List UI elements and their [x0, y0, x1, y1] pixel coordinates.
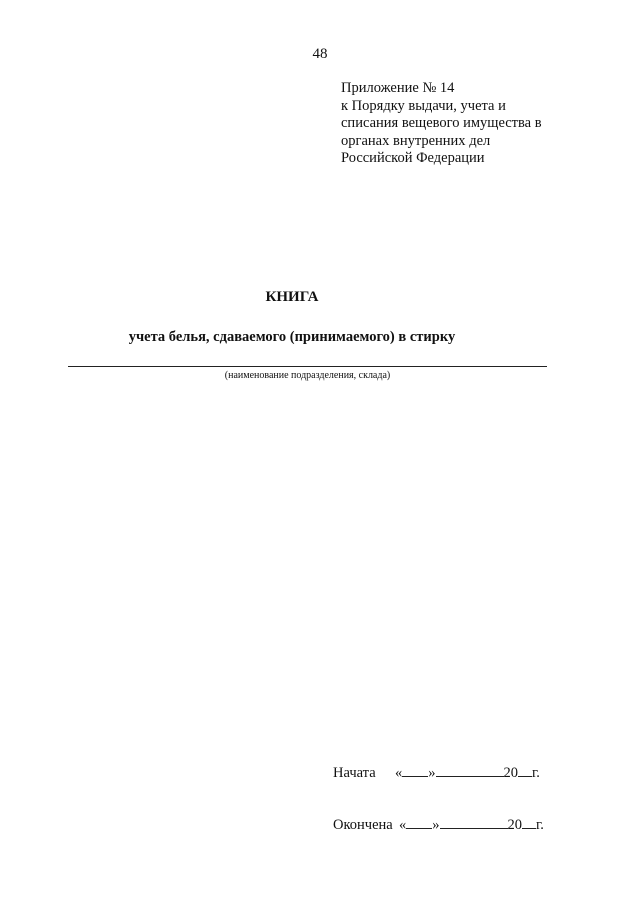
year-blank [518, 764, 532, 777]
appendix-word: учета [460, 97, 495, 114]
appendix-line-2 [341, 115, 568, 133]
appendix-word: имущества [463, 115, 532, 131]
appendix-block [341, 80, 568, 168]
year-blank [522, 816, 536, 829]
day-blank [402, 764, 428, 777]
year-suffix: г. [536, 817, 544, 833]
appendix-word: выдачи, [408, 97, 457, 114]
month-blank [436, 764, 504, 777]
unit-name-line [68, 366, 547, 367]
close-quote: » [432, 817, 440, 833]
appendix-word: дел [469, 132, 491, 149]
appendix-word: списания [341, 115, 399, 131]
appendix-line-3 [341, 133, 568, 151]
month-blank [440, 816, 508, 829]
appendix-word: внутренних [392, 132, 466, 149]
appendix-word: вещевого [401, 115, 460, 131]
close-quote: » [428, 765, 436, 781]
appendix-word: Порядку [351, 97, 405, 114]
day-blank [406, 816, 432, 829]
appendix-line-1 [341, 98, 568, 116]
end-date-row [333, 816, 544, 834]
appendix-word: органах [341, 132, 390, 149]
unit-name-caption: (наименование подразделения, склада) [224, 370, 391, 381]
appendix-line-4: Российской Федерации [341, 150, 485, 166]
appendix-word: в [534, 115, 542, 131]
appendix-title: Приложение № 14 [341, 80, 455, 96]
appendix-word: к [341, 97, 349, 114]
start-date-row [333, 764, 540, 782]
book-title: КНИГА [265, 289, 319, 305]
page-number: 48 [312, 46, 328, 62]
book-subtitle: учета белья, сдаваемого (принимаемого) в стирку [128, 329, 456, 345]
end-date-label: Окончена [333, 817, 393, 833]
appendix-word: и [498, 97, 506, 114]
year-prefix: 20 [507, 817, 522, 833]
open-quote: « [399, 817, 407, 833]
open-quote: « [395, 765, 403, 781]
year-suffix: г. [532, 765, 540, 781]
start-date-label: Начата [333, 765, 376, 781]
year-prefix: 20 [503, 765, 518, 781]
